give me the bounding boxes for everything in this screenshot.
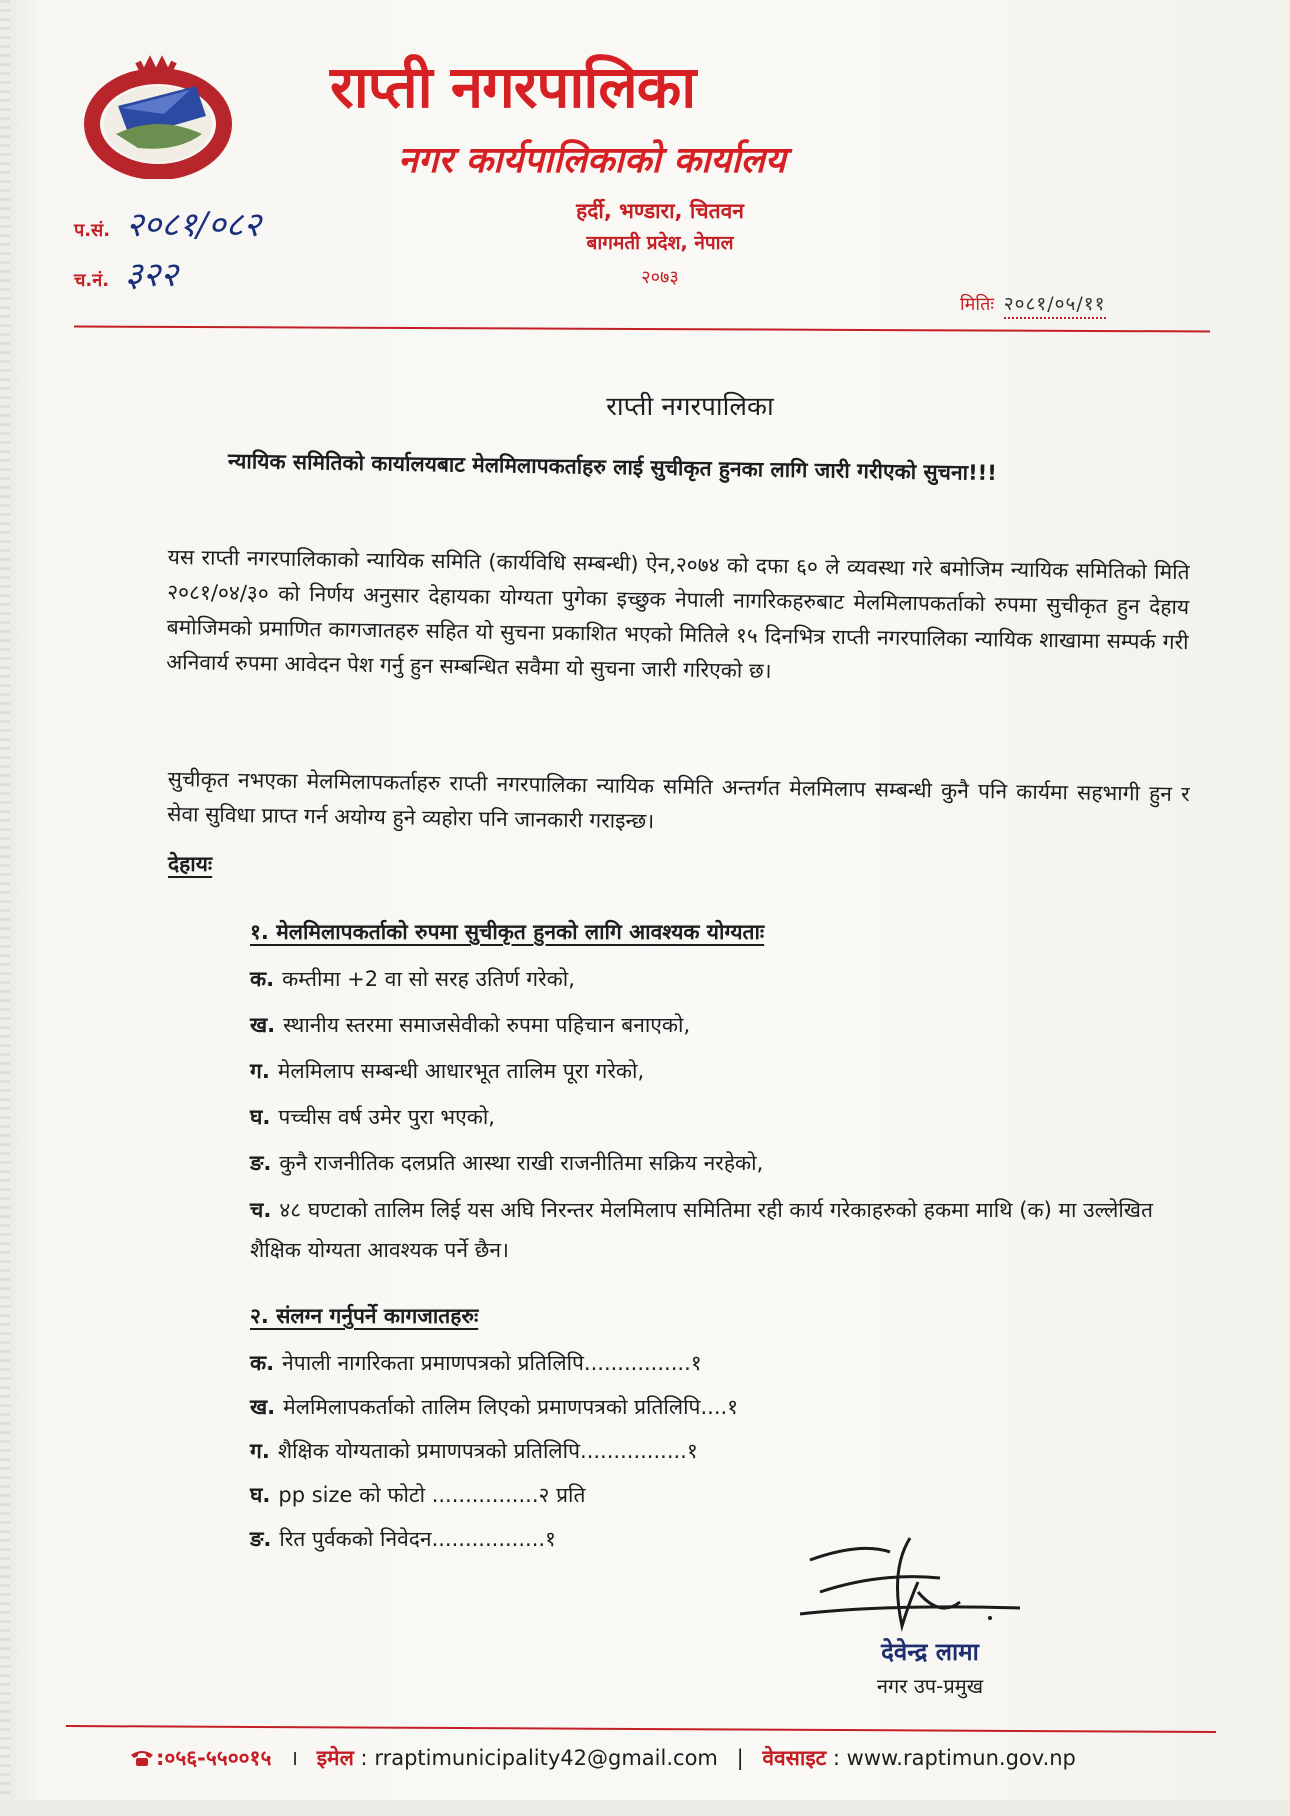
list-item: ङ. रित पुर्वकको निवेदन.................१: [250, 1527, 556, 1551]
list-item: च. ४८ घण्टाको तालिम लिई यस अघि निरन्तर मेलमिलाप समितिमा रही कार्य गरेकाहरुको हकमा माथि (क) मा उल्लेखित शैक्षिक योग्यता आवश्यक पर्ने छैन।: [250, 1198, 1153, 1262]
office-address: हर्दी, भण्डारा, चितवन: [576, 199, 744, 223]
list-item: ग. शैक्षिक योग्यताको प्रमाणपत्रको प्रतिलिपि................१: [250, 1439, 698, 1463]
list-item: ग. मेलमिलाप सम्बन्धी आधारभूत तालिम पूरा गरेको,: [250, 1059, 645, 1083]
list-item: ख. मेलमिलापकर्ताको तालिम लिएको प्रमाणपत्रको प्रतिलिपि....१: [250, 1395, 739, 1419]
org-title: राप्ती नगरपालिका: [330, 53, 696, 121]
nepal-emblem-icon: [78, 44, 238, 179]
list-item: क. कम्तीमा +2 वा सो सरह उतिर्ण गरेको,: [250, 967, 575, 991]
list-item: घ. पच्चीस वर्ष उमेर पुरा भएको,: [250, 1105, 495, 1129]
phone-number: :०५६-५५००१५: [156, 1746, 272, 1770]
documents-list: [250, 1344, 1200, 1564]
qualification-list: [250, 960, 1200, 1270]
date-row: [960, 290, 1210, 316]
notice-paragraph-1: यस राप्ती नगरपालिकाको न्यायिक समिति (कार्यविधि सम्बन्धी) ऐन,२०७४ को दफा ६० ले व्यवस्था गरे बमोजिम न्यायिक समितिको मिति २०८१/०४/३० को निर्णय अनुसार देहायका योग्यता पुगेका इच्छुक नेपाली नागरिकहरुबाट मेलमिलापकर्ताको रुपमा सुचीकृत हुन देहाय बमोजिमको प्रमाणित कागजातहरु सहित यो सुचना प्रकाशित भएको मितिले १५ दिनभित्र राप्ती नगरपालिका न्यायिक शाखामा सम्पर्क गरी अनिवार्य रुपमा आवेदन पेश गर्नु हुन सम्बन्धित सवैमा यो सुचना जारी गरिएको छ।: [166, 544, 1190, 683]
established-year: २०७३: [641, 267, 679, 288]
scan-edge: [0, 0, 10, 1816]
signatory-title: नगर उप-प्रमुख: [876, 1674, 984, 1698]
email-label: इमेल: [316, 1746, 354, 1770]
dispatch-label: च.नं.: [74, 270, 110, 291]
footer-contact: :०५६-५५००१५ । इमेल : rraptimunicipality42@gmail.com | वेवसाइट : www.raptimun.gov.np: [130, 1742, 1190, 1774]
list-item: ङ. कुनै राजनीतिक दलप्रति आस्था राखी राजनीतिमा सक्रिय नरहेको,: [250, 1151, 764, 1175]
ref-value: २०८१/०८२: [125, 205, 262, 245]
notice-org: राप्ती नगरपालिका: [606, 392, 774, 422]
reference-number-row: [74, 200, 261, 246]
scan-bottom-edge: [0, 1800, 1290, 1816]
date-label: मितिः: [960, 294, 994, 315]
section-1-title: १. मेलमिलापकर्ताको रुपमा सुचीकृत हुनको लागि आवश्यक योग्यताः: [250, 920, 765, 944]
footer-divider: [66, 1725, 1216, 1733]
notice-paragraph-2: सुचीकृत नभएका मेलमिलापकर्ताहरु राप्ती नगरपालिका न्यायिक समिति अन्तर्गत मेलमिलाप सम्बन्धी कुनै पनि कार्यमा सहभागी हुन र सेवा सुविधा प्राप्त गर्न अयोग्य हुने व्यहोरा पनि जानकारी गराइन्छ।: [167, 766, 1190, 834]
date-value: २०८१/०५/११: [1004, 293, 1106, 319]
dispatch-value: ३२२: [124, 255, 178, 295]
office-province: बागमती प्रदेश, नेपाल: [586, 232, 734, 254]
website-url: www.raptimun.gov.np: [846, 1746, 1076, 1770]
list-item: घ. pp size को फोटो ................२ प्रति: [250, 1483, 586, 1507]
phone-icon: [130, 1749, 154, 1767]
header-divider: [74, 326, 1210, 333]
deha-label: देहायः: [168, 852, 213, 876]
list-item: ख. स्थानीय स्तरमा समाजसेवीको रुपमा पहिचान बनाएको,: [250, 1013, 691, 1037]
office-title: नगर कार्यपालिकाको कार्यालय: [398, 140, 786, 181]
list-item: क. नेपाली नागरिकता प्रमाणपत्रको प्रतिलिपि................१: [250, 1351, 702, 1375]
section-2-title: २. संलग्न गर्नुपर्ने कागजातहरुः: [250, 1304, 479, 1328]
signature-mark: [790, 1530, 1030, 1650]
email-address: rraptimunicipality42@gmail.com: [374, 1746, 718, 1770]
ref-label: प.सं.: [74, 220, 111, 241]
notice-heading: न्यायिक समितिको कार्यालयबाट मेलमिलापकर्ताहरु लाई सुचीकृत हुनका लागि जारी गरीएको सुचना!!!: [227, 449, 997, 486]
signatory-name: देवेन्द्र लामा: [881, 1638, 979, 1666]
dispatch-number-row: [74, 250, 178, 296]
website-label: वेवसाइट: [762, 1746, 827, 1770]
